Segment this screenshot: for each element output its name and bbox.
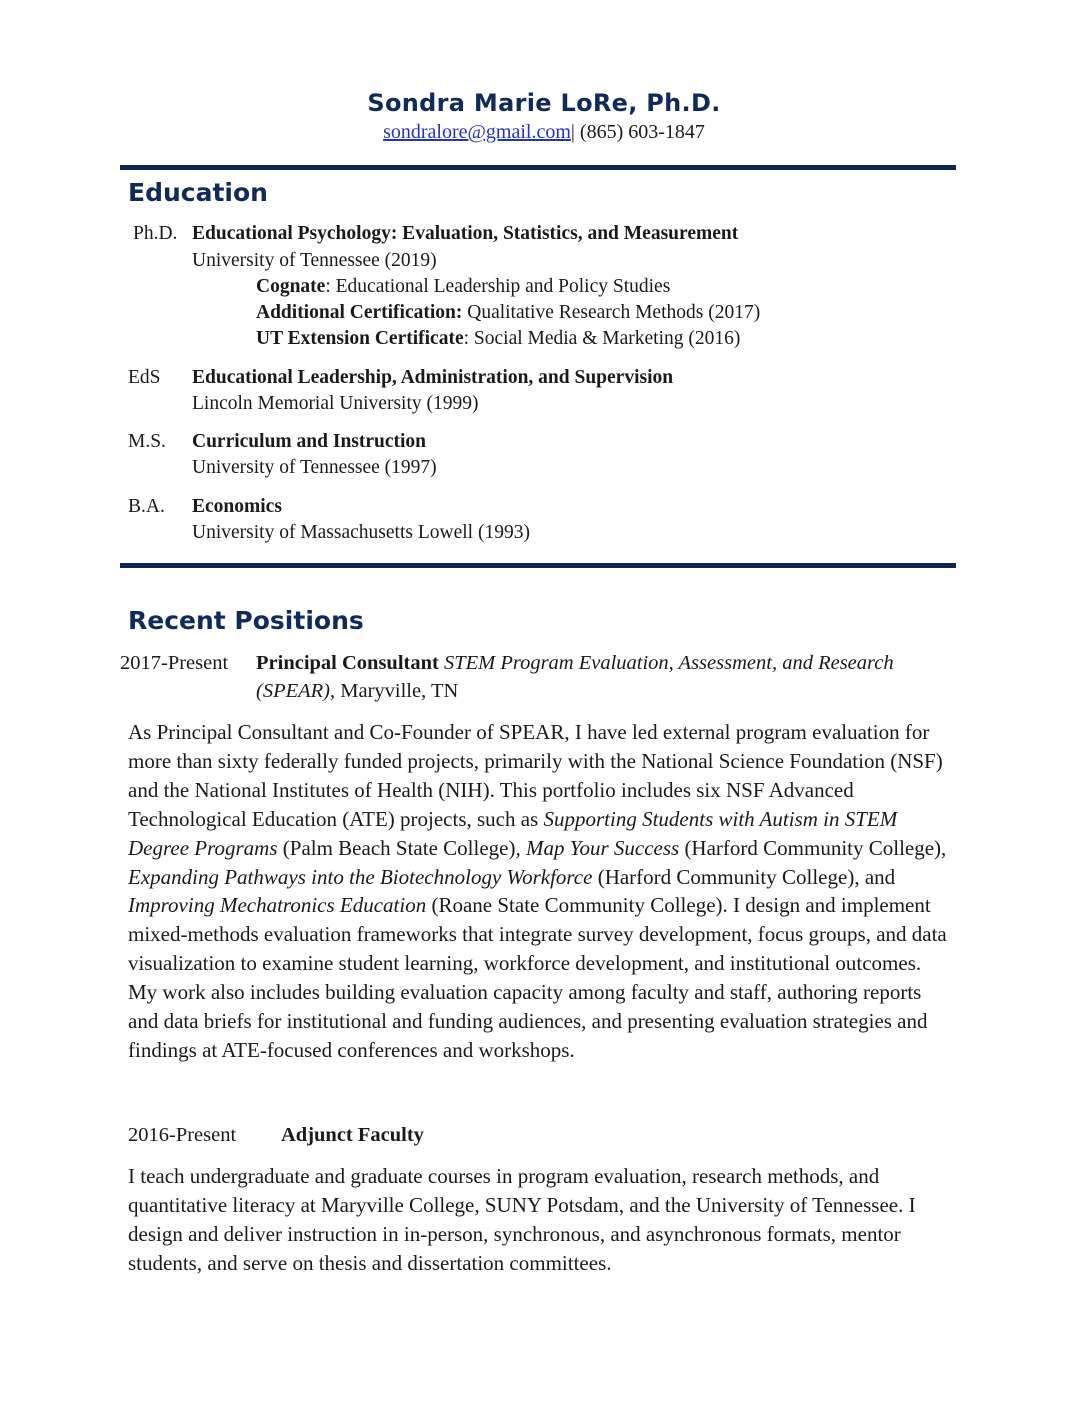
- contact-separator: |: [570, 121, 575, 143]
- degree-label: EdS: [128, 367, 161, 388]
- degree-field: Educational Leadership, Administration, and Supervision: [192, 367, 674, 388]
- degree-label: Ph.D.: [133, 223, 178, 244]
- position-description: I teach undergraduate and graduate courses in program evaluation, research methods, and quantitative literacy at Maryville College, SUNY Potsdam, and the University of Tennessee. I design and deliver instruction in in-person, synchronous, and asynchronous formats, mentor students, and serve on thesis and dissertation committees.: [128, 1164, 916, 1275]
- position-role: Adjunct Faculty: [281, 1124, 424, 1146]
- degree-extra: Cognate: Educational Leadership and Policy Studies: [256, 276, 671, 297]
- degree-extra: UT Extension Certificate: Social Media & Marketing (2016): [256, 328, 741, 349]
- candidate-name: Sondra Marie LoRe, Ph.D.: [367, 89, 721, 117]
- phone-number: (865) 603-1847: [579, 121, 705, 143]
- position-dates: 2016-Present: [128, 1124, 237, 1146]
- degree-extra: Additional Certification: Qualitative Research Methods (2017): [256, 302, 761, 323]
- position-description: As Principal Consultant and Co-Founder of SPEAR, I have led external program evaluation for more than sixty federally funded projects, primarily with the National Science Foundation (NSF) and the National Institutes of Health (NIH). This portfolio includes six NSF Advanced Technological Education (ATE) projects, such as Supporting Students with Autism in STEM Degree Programs (Palm Beach State College), Map Your Success (Harford Community College), Expanding Pathways into the Biotechnology Workforce (Harford Community College), and Improving Mechatronics Education (Roane State Community College). I design and implement mixed-methods evaluation frameworks that integrate survey development, focus groups, and data visualization to examine student learning, workforce development, and institutional outcomes. My work also includes building evaluation capacity among faculty and staff, authoring reports and data briefs for institutional and funding audiences, and presenting evaluation strategies and findings at ATE-focused conferences and workshops.: [128, 720, 947, 1062]
- degree-field: Economics: [192, 496, 282, 517]
- degree-school: University of Tennessee (2019): [192, 250, 437, 271]
- degree-school: Lincoln Memorial University (1999): [192, 393, 479, 414]
- degree-label: B.A.: [128, 496, 165, 517]
- contact-line: [0, 121, 1088, 144]
- degree-school: University of Tennessee (1997): [192, 457, 437, 478]
- position-org-line: (SPEAR), Maryville, TN: [256, 680, 459, 702]
- header-divider: [120, 165, 956, 170]
- position-title-line: Principal Consultant STEM Program Evaluation, Assessment, and Research: [256, 652, 894, 674]
- degree-field: Curriculum and Instruction: [192, 431, 427, 452]
- degree-school: University of Massachusetts Lowell (1993): [192, 522, 530, 543]
- section-title-education: Education: [128, 178, 268, 207]
- position-dates: 2017-Present: [120, 652, 229, 674]
- education-divider: [120, 563, 956, 568]
- degree-field: Educational Psychology: Evaluation, Statistics, and Measurement: [192, 223, 739, 244]
- email-link[interactable]: sondralore@gmail.com: [383, 121, 571, 143]
- degree-label: M.S.: [128, 431, 166, 452]
- section-title-recent-positions: Recent Positions: [128, 606, 364, 635]
